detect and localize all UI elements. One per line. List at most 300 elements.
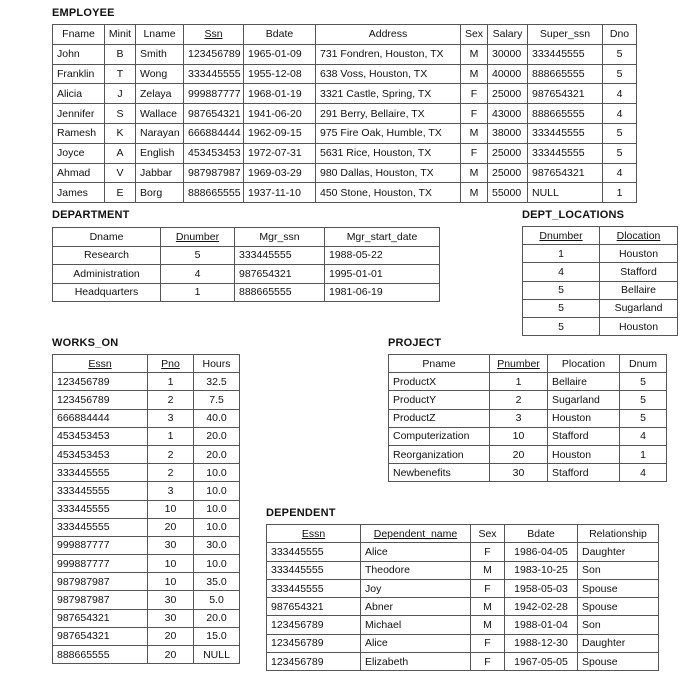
table-cell: Jabbar [136,163,184,183]
table-cell: 123456789 [267,653,361,671]
table-cell: Joyce [53,143,105,163]
table-cell: 5 [603,123,637,143]
table-row [53,609,240,627]
table-row [523,299,678,317]
table-cell: 55000 [488,183,528,203]
table-cell: M [461,163,488,183]
table-cell: Michael [361,616,471,634]
table-row [267,598,659,616]
column-header: Essn [53,355,148,373]
column-header: Mgr_ssn [235,228,325,247]
table-cell: 20 [148,646,194,664]
table-cell: 3 [148,409,194,427]
table-cell: 333445555 [53,518,148,536]
table-cell: 291 Berry, Bellaire, TX [316,104,461,124]
table-cell: 1967-05-05 [505,653,578,671]
table-cell: 333445555 [184,64,244,84]
table-cell: 10.0 [194,464,240,482]
table-cell: Spouse [578,653,659,671]
table-cell: F [471,653,505,671]
table-cell: 10 [148,555,194,573]
table-cell: 987654321 [53,609,148,627]
table-cell: 975 Fire Oak, Humble, TX [316,123,461,143]
table-cell: 333445555 [267,561,361,579]
table-cell: Houston [600,245,678,263]
table-cell: 123456789 [53,373,148,391]
table-cell: 987654321 [235,265,325,284]
table-cell: 30 [148,536,194,554]
table-cell: 888665555 [528,104,603,124]
table-row [53,427,240,445]
table-cell: Jennifer [53,104,105,124]
table-cell: Ahmad [53,163,105,183]
table-cell: 1995-01-01 [325,265,440,284]
table-cell: 10 [148,573,194,591]
table-cell: 5 [603,64,637,84]
table-row [53,283,440,302]
table-row [53,265,440,284]
column-header: Minit [105,25,136,45]
department-title: DEPARTMENT [52,209,130,221]
table-cell: Sugarland [548,391,620,409]
table-cell: 987987987 [184,163,244,183]
table-cell: 25000 [488,143,528,163]
table-cell: 980 Dallas, Houston, TX [316,163,461,183]
table-cell: 123456789 [184,44,244,64]
table-cell: ProductY [389,391,490,409]
table-cell: 453453453 [53,445,148,463]
table-cell: 1962-09-15 [244,123,316,143]
table-row [267,561,659,579]
table-cell: 333445555 [53,482,148,500]
table-row [53,518,240,536]
column-header: Salary [488,25,528,45]
table-cell: 731 Fondren, Houston, TX [316,44,461,64]
table-cell: 2 [148,391,194,409]
table-cell: 10.0 [194,555,240,573]
table-cell: 666884444 [184,123,244,143]
table-cell: 987987987 [53,573,148,591]
table-row [53,536,240,554]
table-cell: 7.5 [194,391,240,409]
table-cell: Headquarters [53,283,161,302]
table-row [53,591,240,609]
table-cell: 1965-01-09 [244,44,316,64]
table-cell: 1 [148,373,194,391]
table-row [53,555,240,573]
table-cell: 888665555 [53,646,148,664]
table-cell: 5 [620,391,667,409]
table-cell: 987654321 [528,163,603,183]
table-cell: James [53,183,105,203]
table-cell: Franklin [53,64,105,84]
header-row [267,525,659,543]
table-cell: 1942-02-28 [505,598,578,616]
header-row [523,227,678,245]
table-cell: 3 [490,409,548,427]
table-cell: 450 Stone, Houston, TX [316,183,461,203]
table-cell: 123456789 [267,634,361,652]
table-cell: F [471,579,505,597]
table-cell: 999887777 [53,555,148,573]
works-on-title: WORKS_ON [52,337,119,349]
column-header: Dname [53,228,161,247]
table-cell: F [461,143,488,163]
table-row [53,143,637,163]
column-header: Lname [136,25,184,45]
table-cell: 1 [620,445,667,463]
table-cell: 5 [161,246,235,265]
table-cell: Alice [361,543,471,561]
table-cell: 987654321 [267,598,361,616]
column-header: Super_ssn [528,25,603,45]
table-cell: 5 [620,409,667,427]
table-cell: 40.0 [194,409,240,427]
table-cell: NULL [528,183,603,203]
table-cell: M [471,561,505,579]
column-header: Sex [461,25,488,45]
table-cell: Joy [361,579,471,597]
table-cell: 453453453 [184,143,244,163]
dependent-table [266,524,659,671]
table-row [53,500,240,518]
table-cell: 1986-04-05 [505,543,578,561]
table-cell: 333445555 [528,143,603,163]
column-header: Mgr_start_date [325,228,440,247]
table-cell: 1968-01-19 [244,84,316,104]
table-cell: 32.5 [194,373,240,391]
table-cell: 10 [148,500,194,518]
table-cell: M [461,44,488,64]
table-cell: 30000 [488,44,528,64]
table-cell: Houston [548,445,620,463]
table-cell: 25000 [488,84,528,104]
column-header: Hours [194,355,240,373]
column-header: Dnumber [523,227,600,245]
table-row [523,263,678,281]
column-header: Dnumber [161,228,235,247]
table-cell: M [471,616,505,634]
table-cell: 1937-11-10 [244,183,316,203]
table-cell: T [105,64,136,84]
table-cell: 999887777 [184,84,244,104]
table-cell: 1983-10-25 [505,561,578,579]
table-row [53,373,240,391]
table-cell: F [461,84,488,104]
table-row [523,245,678,263]
department-table [52,227,440,302]
table-cell: Wong [136,64,184,84]
table-cell: 30 [148,591,194,609]
employee-title: EMPLOYEE [52,7,115,19]
table-cell: 888665555 [235,283,325,302]
table-cell: 333445555 [235,246,325,265]
table-cell: 5 [523,299,600,317]
table-cell: Elizabeth [361,653,471,671]
table-cell: 20 [148,627,194,645]
table-cell: 10.0 [194,482,240,500]
table-row [389,427,667,445]
table-cell: E [105,183,136,203]
table-cell: M [461,183,488,203]
table-cell: ProductX [389,373,490,391]
table-cell: S [105,104,136,124]
table-cell: 1 [523,245,600,263]
table-cell: J [105,84,136,104]
table-row [53,163,637,183]
table-cell: 20 [490,445,548,463]
table-cell: 987987987 [53,591,148,609]
table-cell: 1958-05-03 [505,579,578,597]
column-header: Dependent_name [361,525,471,543]
table-cell: 3 [148,482,194,500]
header-row [53,228,440,247]
table-cell: Narayan [136,123,184,143]
table-cell: 5 [523,317,600,335]
table-cell: M [461,64,488,84]
column-header: Bdate [505,525,578,543]
table-cell: 4 [603,104,637,124]
table-cell: Daughter [578,543,659,561]
table-cell: 5 [603,44,637,64]
table-cell: 30 [490,464,548,482]
column-header: Bdate [244,25,316,45]
table-cell: 1969-03-29 [244,163,316,183]
table-cell: 1955-12-08 [244,64,316,84]
dept-locations-table [522,226,678,336]
table-cell: 638 Voss, Houston, TX [316,64,461,84]
table-cell: ProductZ [389,409,490,427]
column-header: Ssn [184,25,244,45]
table-cell: 10 [490,427,548,445]
table-cell: 123456789 [267,616,361,634]
table-cell: 1 [490,373,548,391]
table-cell: V [105,163,136,183]
table-cell: 333445555 [267,579,361,597]
table-row [53,123,637,143]
employee-table [52,24,637,203]
table-cell: Bellaire [600,281,678,299]
table-row [267,653,659,671]
table-row [53,445,240,463]
table-cell: 1 [148,427,194,445]
table-cell: 333445555 [53,500,148,518]
table-cell: Son [578,561,659,579]
table-cell: 5631 Rice, Houston, TX [316,143,461,163]
table-row [389,373,667,391]
column-header: Essn [267,525,361,543]
table-cell: NULL [194,646,240,664]
table-cell: 20 [148,518,194,536]
table-row [53,482,240,500]
table-cell: Son [578,616,659,634]
table-cell: 333445555 [53,464,148,482]
table-cell: M [461,123,488,143]
table-cell: Borg [136,183,184,203]
table-cell: 4 [523,263,600,281]
table-cell: F [471,543,505,561]
table-cell: 35.0 [194,573,240,591]
table-cell: English [136,143,184,163]
table-cell: 987654321 [528,84,603,104]
table-cell: 5.0 [194,591,240,609]
table-cell: 453453453 [53,427,148,445]
table-cell: 4 [161,265,235,284]
table-cell: B [105,44,136,64]
table-cell: 3321 Castle, Spring, TX [316,84,461,104]
table-cell: 15.0 [194,627,240,645]
table-cell: 888665555 [528,64,603,84]
table-row [389,445,667,463]
table-cell: Zelaya [136,84,184,104]
table-row [53,104,637,124]
table-cell: Stafford [548,464,620,482]
table-cell: 10.0 [194,518,240,536]
table-cell: Spouse [578,598,659,616]
table-cell: 4 [620,427,667,445]
table-row [389,464,667,482]
table-cell: Reorganization [389,445,490,463]
table-row [267,634,659,652]
project-title: PROJECT [388,337,442,349]
table-cell: 38000 [488,123,528,143]
column-header: Dno [603,25,637,45]
table-cell: Bellaire [548,373,620,391]
table-row [53,646,240,664]
table-cell: 10.0 [194,500,240,518]
table-cell: Research [53,246,161,265]
works-on-table [52,354,240,664]
table-row [523,317,678,335]
table-cell: Newbenefits [389,464,490,482]
table-cell: 43000 [488,104,528,124]
dependent-title: DEPENDENT [266,507,336,519]
table-row [53,183,637,203]
table-row [53,44,637,64]
table-cell: 1981-06-19 [325,283,440,302]
table-cell: Wallace [136,104,184,124]
table-cell: Stafford [600,263,678,281]
table-row [53,64,637,84]
table-cell: 30 [148,609,194,627]
table-cell: 5 [523,281,600,299]
table-cell: 5 [603,143,637,163]
table-cell: Smith [136,44,184,64]
table-cell: Ramesh [53,123,105,143]
table-cell: 4 [603,84,637,104]
table-cell: 333445555 [528,44,603,64]
column-header: Address [316,25,461,45]
table-cell: 40000 [488,64,528,84]
column-header: Dlocation [600,227,678,245]
header-row [53,25,637,45]
table-cell: F [461,104,488,124]
table-cell: 333445555 [267,543,361,561]
table-cell: 987654321 [53,627,148,645]
table-cell: 20.0 [194,427,240,445]
column-header: Dnum [620,355,667,373]
table-cell: 25000 [488,163,528,183]
table-cell: 1988-01-04 [505,616,578,634]
table-cell: 1941-06-20 [244,104,316,124]
table-cell: 5 [620,373,667,391]
table-cell: 4 [620,464,667,482]
table-cell: Houston [600,317,678,335]
table-cell: Daughter [578,634,659,652]
table-cell: M [471,598,505,616]
table-cell: 1 [603,183,637,203]
column-header: Plocation [548,355,620,373]
table-cell: Sugarland [600,299,678,317]
column-header: Fname [53,25,105,45]
table-cell: K [105,123,136,143]
dept-locations-title: DEPT_LOCATIONS [522,209,625,221]
project-table [388,354,667,482]
table-cell: Theodore [361,561,471,579]
table-cell: 2 [490,391,548,409]
table-row [53,84,637,104]
table-row [53,246,440,265]
table-cell: 2 [148,445,194,463]
table-cell: Administration [53,265,161,284]
table-row [267,616,659,634]
table-cell: 666884444 [53,409,148,427]
table-cell: 1988-05-22 [325,246,440,265]
table-row [53,409,240,427]
table-cell: 1988-12-30 [505,634,578,652]
table-cell: 1972-07-31 [244,143,316,163]
table-row [389,409,667,427]
table-cell: Stafford [548,427,620,445]
table-cell: John [53,44,105,64]
table-cell: 333445555 [528,123,603,143]
table-cell: F [471,634,505,652]
table-row [53,573,240,591]
column-header: Pname [389,355,490,373]
table-cell: 2 [148,464,194,482]
table-cell: 888665555 [184,183,244,203]
column-header: Pnumber [490,355,548,373]
table-cell: 20.0 [194,609,240,627]
table-cell: 1 [161,283,235,302]
table-row [267,579,659,597]
table-cell: 4 [603,163,637,183]
table-cell: Alicia [53,84,105,104]
table-cell: Houston [548,409,620,427]
table-cell: 123456789 [53,391,148,409]
table-row [53,464,240,482]
table-row [523,281,678,299]
table-cell: Spouse [578,579,659,597]
table-cell: Abner [361,598,471,616]
column-header: Relationship [578,525,659,543]
table-row [53,627,240,645]
table-row [267,543,659,561]
header-row [389,355,667,373]
table-cell: 20.0 [194,445,240,463]
table-cell: 999887777 [53,536,148,554]
table-cell: Alice [361,634,471,652]
table-cell: Computerization [389,427,490,445]
column-header: Pno [148,355,194,373]
table-cell: 30.0 [194,536,240,554]
table-cell: 987654321 [184,104,244,124]
table-row [389,391,667,409]
table-cell: A [105,143,136,163]
table-row [53,391,240,409]
column-header: Sex [471,525,505,543]
header-row [53,355,240,373]
